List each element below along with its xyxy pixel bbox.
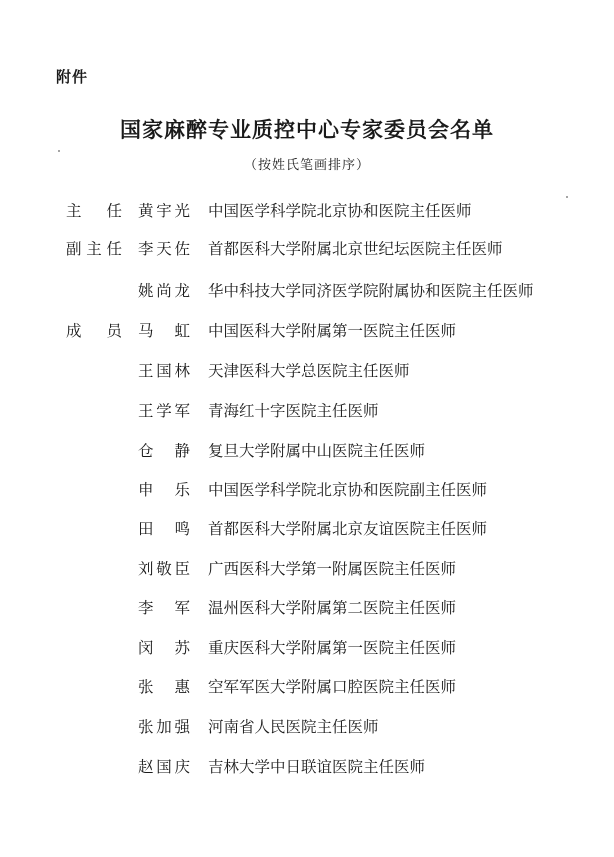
member-institution: 中国医学科学院北京协和医院主任医师 [208, 202, 472, 220]
member-name: 赵国庆 [138, 758, 190, 776]
document-subtitle: （按姓氏笔画排序） [243, 158, 370, 173]
member-institution: 重庆医科大学附属第一医院主任医师 [208, 639, 457, 657]
member-row [0, 436, 614, 466]
member-institution: 中国医学科学院北京协和医院副主任医师 [208, 481, 488, 499]
member-institution: 温州医科大学附属第二医院主任医师 [208, 599, 457, 617]
member-row [0, 672, 614, 702]
member-name: 张惠 [138, 678, 190, 696]
member-name: 刘敬臣 [138, 560, 190, 578]
member-role: 成员 [66, 322, 122, 340]
member-row [0, 514, 614, 544]
member-row [0, 554, 614, 584]
member-row [0, 633, 614, 663]
member-row [0, 196, 614, 226]
document-title: 国家麻醉专业质控中心专家委员会名单 [120, 117, 494, 142]
member-row [0, 593, 614, 623]
attachment-label: 附件 [56, 68, 89, 86]
member-row [0, 752, 614, 782]
member-institution: 青海红十字医院主任医师 [208, 402, 379, 420]
member-institution: 河南省人民医院主任医师 [208, 718, 379, 736]
member-row [0, 356, 614, 386]
scan-speck [58, 150, 60, 152]
member-name: 张加强 [138, 718, 190, 736]
member-role: 主任 [66, 202, 122, 220]
member-institution: 吉林大学中日联谊医院主任医师 [208, 758, 426, 776]
member-row [0, 396, 614, 426]
member-name: 仓静 [138, 442, 190, 460]
member-institution: 首都医科大学附属北京友谊医院主任医师 [208, 520, 488, 538]
member-name: 申乐 [138, 481, 190, 499]
member-row [0, 316, 614, 346]
member-name: 黄宇光 [138, 202, 190, 220]
member-institution: 华中科技大学同济医学院附属协和医院主任医师 [208, 282, 534, 300]
member-institution: 广西医科大学第一附属医院主任医师 [208, 560, 457, 578]
member-name: 姚尚龙 [138, 282, 190, 300]
scan-speck [566, 196, 568, 198]
member-name: 马虹 [138, 322, 190, 340]
member-name: 李天佐 [138, 240, 190, 258]
member-name: 闵苏 [138, 639, 190, 657]
member-name: 王学军 [138, 402, 190, 420]
member-institution: 天津医科大学总医院主任医师 [208, 362, 410, 380]
member-name: 田鸣 [138, 520, 190, 538]
member-role: 副主任 [66, 240, 122, 258]
member-row [0, 276, 614, 306]
member-row [0, 475, 614, 505]
member-institution: 中国医科大学附属第一医院主任医师 [208, 322, 457, 340]
member-institution: 复旦大学附属中山医院主任医师 [208, 442, 426, 460]
member-row [0, 712, 614, 742]
member-name: 李军 [138, 599, 190, 617]
member-name: 王国林 [138, 362, 190, 380]
member-institution: 首都医科大学附属北京世纪坛医院主任医师 [208, 240, 503, 258]
member-institution: 空军军医大学附属口腔医院主任医师 [208, 678, 457, 696]
member-row [0, 234, 614, 264]
